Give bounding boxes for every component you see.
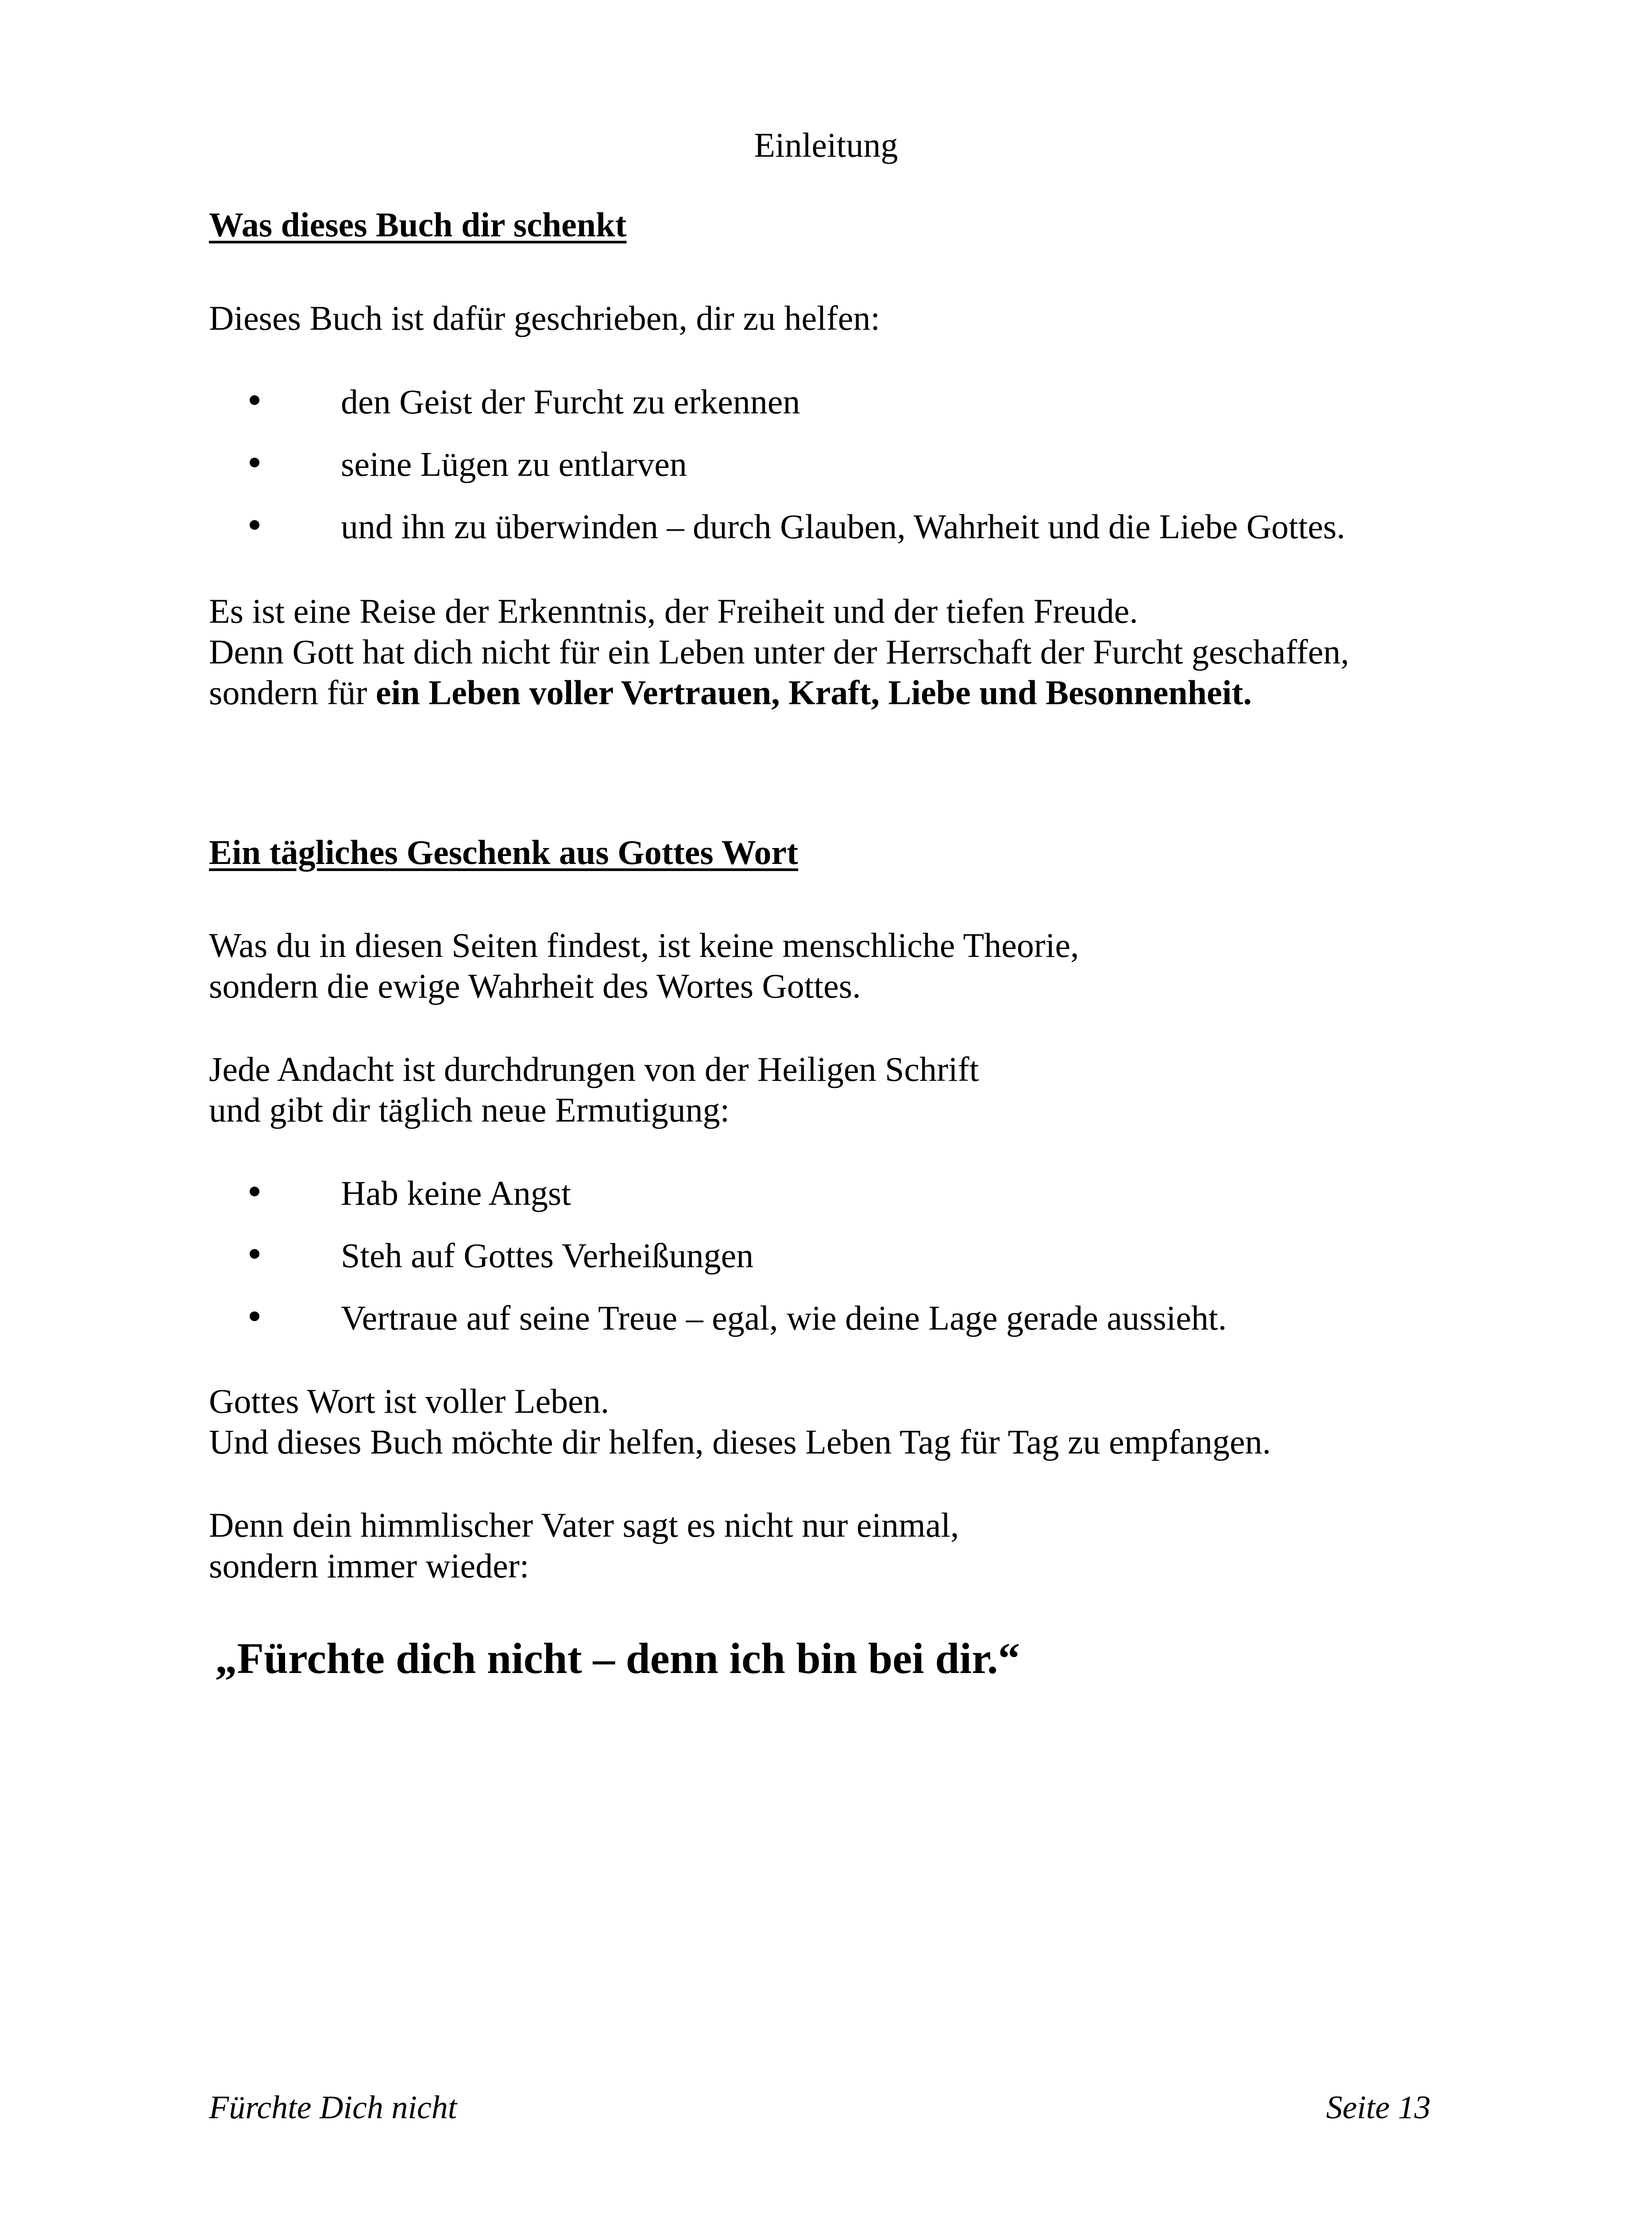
bullet-icon [250,458,259,467]
paragraph-line: sondern immer wieder: [209,1546,529,1585]
key-verse-quote: „Fürchte dich nicht – denn ich bin bei dir.“ [215,1635,1020,1683]
bullet-icon [250,1187,259,1196]
list-item-text: den Geist der Furcht zu erkennen [341,382,800,421]
bullet-icon [250,1311,259,1321]
paragraph-line: Jede Andacht ist durchdrungen von der Heiligen Schrift [209,1050,979,1088]
paragraph-line: Es ist eine Reise der Erkenntnis, der Freiheit und der tiefen Freude. [209,592,1138,630]
footer-page-number: Seite 13 [1326,2090,1431,2126]
bullet-icon [250,520,259,530]
list-item-text: und ihn zu überwinden – durch Glauben, Wahrheit und die Liebe Gottes. [341,507,1345,546]
footer-book-title: Fürchte Dich nicht [209,2090,457,2126]
paragraph-line: Denn Gott hat dich nicht für ein Leben unter der Herrschaft der Furcht geschaffen, [209,632,1349,671]
section2-paragraph-theory [209,925,1079,1006]
section2-paragraph-word [209,1381,1271,1462]
paragraph-text: sondern für [209,673,376,712]
bullet-icon [250,1249,259,1259]
page-running-title: Einleitung [754,126,898,164]
section1-intro: Dieses Buch ist dafür geschrieben, dir zu helfen: [209,299,880,337]
paragraph-line [209,672,1349,713]
list-item-text: seine Lügen zu entlarven [341,445,687,483]
list-item-text: Steh auf Gottes Verheißungen [341,1236,754,1275]
paragraph-line: und gibt dir täglich neue Ermutigung: [209,1091,730,1129]
paragraph-line: sondern die ewige Wahrheit des Wortes Gottes. [209,967,861,1005]
section2-paragraph-father [209,1505,959,1586]
paragraph-line: Und dieses Buch möchte dir helfen, dieses Leben Tag für Tag zu empfangen. [209,1423,1271,1461]
paragraph-line: Was du in diesen Seiten findest, ist keine menschliche Theorie, [209,926,1079,964]
section-heading-daily-gift: Ein tägliches Geschenk aus Gottes Wort [209,833,799,871]
bullet-icon [250,395,259,405]
section2-paragraph-devotion [209,1049,979,1130]
paragraph-line: Denn dein himmlischer Vater sagt es nicht nur einmal, [209,1506,959,1544]
paragraph-line: Gottes Wort ist voller Leben. [209,1382,610,1420]
list-item-text: Hab keine Angst [341,1174,571,1212]
emphasis-text: ein Leben voller Vertrauen, Kraft, Liebe und Besonnenheit. [375,673,1252,712]
section1-closing-paragraph [209,591,1349,713]
section-heading-gift: Was dieses Buch dir schenkt [209,205,627,244]
list-item-text: Vertraue auf seine Treue – egal, wie deine Lage gerade aussieht. [341,1299,1227,1337]
